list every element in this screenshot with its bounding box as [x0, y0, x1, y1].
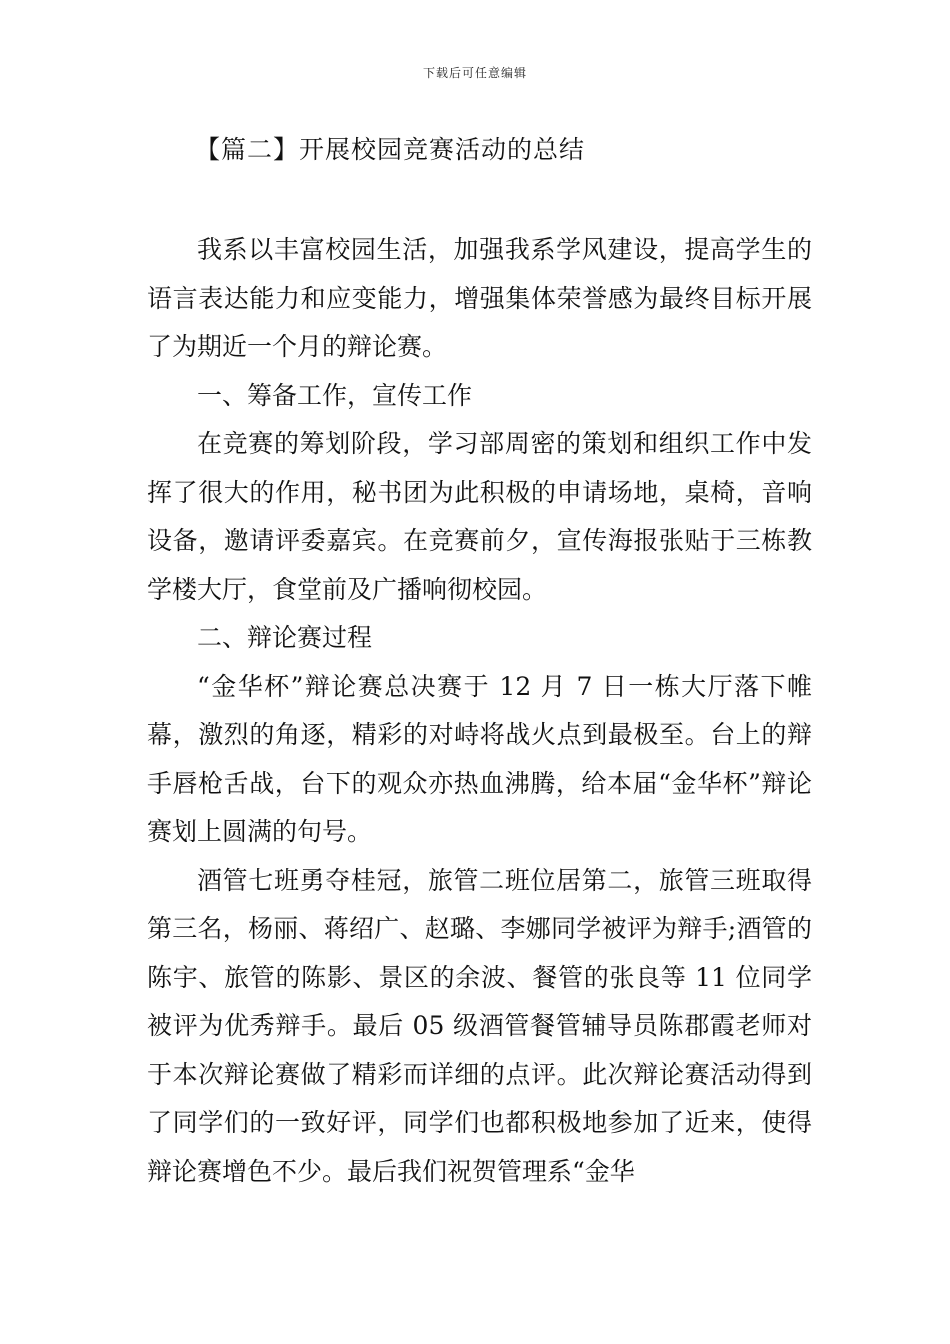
paragraph-intro: 我系以丰富校园生活，加强我系学风建设，提高学生的语言表达能力和应变能力，增强集体荣誉感为最终目标开展了为期近一个月的辩论赛。	[147, 235, 812, 361]
section-heading-process: 二、辩论赛过程	[197, 623, 373, 652]
paragraph-results: 酒管七班勇夺桂冠，旅管二班位居第二，旅管三班取得第三名，杨丽、蒋绍广、赵璐、李娜同学被评为辩手;酒管的陈宇、旅管的陈影、景区的余波、餐管的张良等 11 位同学被评为优秀辩手。最后 05 级酒管餐管辅导员陈郡霞老师对于本次辩论赛做了精彩而详细的点评。此次辩论赛活动得到了同学们的一致好评，同学们也都积极地参加了近来，使得辩论赛增色不少。最后我们祝贺管理系“金华	[147, 865, 812, 1186]
section-heading-preparation: 一、筹备工作，宣传工作	[197, 380, 473, 410]
document-title: 【篇二】开展校园竞赛活动的总结	[195, 135, 586, 164]
document-body	[147, 226, 812, 1196]
paragraph-final: “金华杯”辩论赛总决赛于 12 月 7 日一栋大厅落下帷幕，激烈的角逐，精彩的对峙将战火点到最极至。台上的辩手唇枪舌战，台下的观众亦热血沸腾，给本届“金华杯”辩论赛划上圆满的句号。	[147, 671, 812, 846]
paragraph-preparation: 在竞赛的筹划阶段，学习部周密的策划和组织工作中发挥了很大的作用，秘书团为此积极的申请场地，桌椅，音响设备，邀请评委嘉宾。在竞赛前夕，宣传海报张贴于三栋教学楼大厅，食堂前及广播响彻校园。	[147, 429, 812, 604]
header-note: 下载后可任意编辑	[422, 66, 527, 80]
